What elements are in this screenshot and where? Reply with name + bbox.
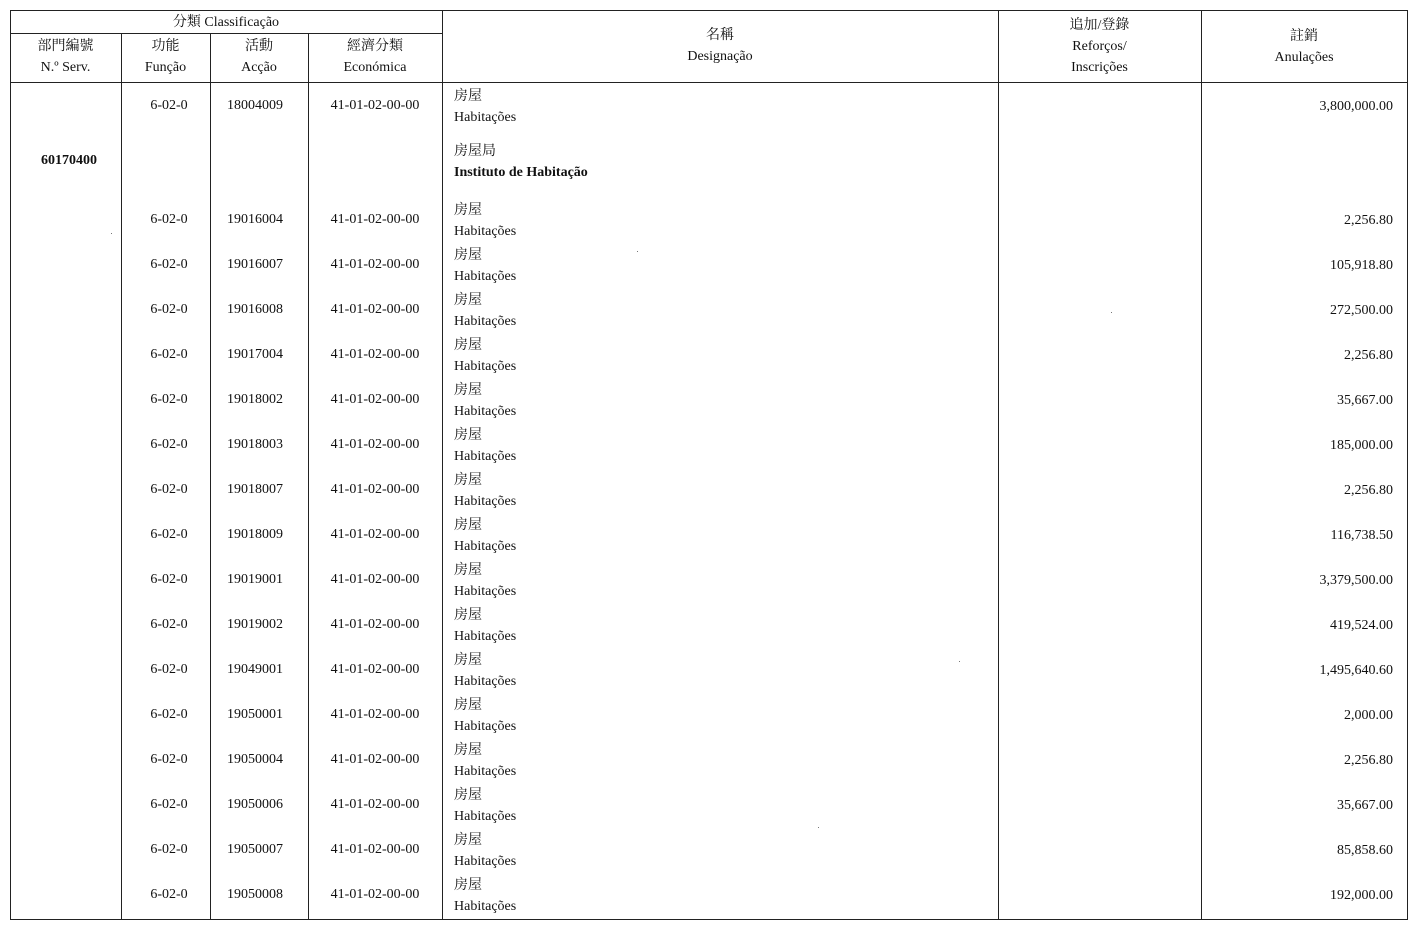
funcao-cell: 6-02-0 <box>150 302 188 317</box>
designacao-zh: 房屋 <box>454 428 482 443</box>
table-left-border <box>10 10 11 920</box>
designacao-pt: Habitações <box>454 584 517 599</box>
designacao-zh: 房屋 <box>454 89 482 104</box>
accao-cell: 19016004 <box>227 212 283 227</box>
funcao-cell: 6-02-0 <box>150 257 188 272</box>
anulacoes-cell: 2,256.80 <box>1344 753 1393 768</box>
header-anulacoes-pt: Anulações <box>1274 50 1334 65</box>
table-top-border <box>10 10 1408 11</box>
anulacoes-cell: 272,500.00 <box>1330 303 1393 318</box>
designacao-pt: Habitações <box>454 269 517 284</box>
designacao-cell <box>454 560 994 602</box>
accao-cell: 19018007 <box>227 482 283 497</box>
header-bottom-border <box>10 82 1408 83</box>
economica-cell: 41-01-02-00-00 <box>330 572 420 587</box>
designacao-pt: Habitações <box>454 224 517 239</box>
designacao-cell <box>454 650 994 692</box>
accao-cell: 19050001 <box>227 707 283 722</box>
designacao-zh: 房屋 <box>454 563 482 578</box>
economica-cell: 41-01-02-00-00 <box>330 662 420 677</box>
economica-cell: 41-01-02-00-00 <box>330 527 420 542</box>
funcao-cell: 6-02-0 <box>150 572 188 587</box>
designacao-zh: 房屋 <box>454 383 482 398</box>
funcao-cell: 6-02-0 <box>150 98 188 113</box>
designacao-pt: Habitações <box>454 314 517 329</box>
designacao-cell <box>454 200 994 242</box>
accao-cell: 18004009 <box>227 98 283 113</box>
economica-cell: 41-01-02-00-00 <box>330 437 420 452</box>
designacao-pt: Habitações <box>454 854 517 869</box>
funcao-cell: 6-02-0 <box>150 212 188 227</box>
accao-cell: 19050006 <box>227 797 283 812</box>
economica-cell: 41-01-02-00-00 <box>330 842 420 857</box>
designacao-cell <box>454 785 994 827</box>
col-divider-designacao <box>998 10 999 920</box>
designacao-pt: Habitações <box>454 674 517 689</box>
header-reforcos-zh: 追加/登錄 <box>1069 18 1130 33</box>
economica-cell: 41-01-02-00-00 <box>330 212 420 227</box>
header-dept-pt: N.º Serv. <box>40 60 91 75</box>
header-economica-pt: Económica <box>343 60 407 75</box>
header-designacao <box>442 25 998 67</box>
anulacoes-cell: 35,667.00 <box>1337 393 1393 408</box>
funcao-cell: 6-02-0 <box>150 437 188 452</box>
col-divider-reforcos <box>1201 10 1202 920</box>
designacao-pt: Habitações <box>454 539 517 554</box>
header-accao <box>210 36 308 78</box>
anulacoes-cell: 2,000.00 <box>1344 708 1393 723</box>
designacao-cell <box>454 290 994 332</box>
funcao-cell: 6-02-0 <box>150 707 188 722</box>
anulacoes-cell: 116,738.50 <box>1330 528 1393 543</box>
header-economica <box>308 36 442 78</box>
designacao-zh: 房屋 <box>454 203 482 218</box>
anulacoes-cell: 3,379,500.00 <box>1319 573 1393 588</box>
accao-cell: 19050007 <box>227 842 283 857</box>
department-name-zh: 房屋局 <box>454 144 496 159</box>
designacao-zh: 房屋 <box>454 608 482 623</box>
designacao-pt: Habitações <box>454 110 517 125</box>
accao-cell: 19016008 <box>227 302 283 317</box>
designacao-zh: 房屋 <box>454 833 482 848</box>
accao-cell: 19017004 <box>227 347 283 362</box>
col-divider-funcao <box>210 33 211 920</box>
economica-cell: 41-01-02-00-00 <box>330 347 420 362</box>
economica-cell: 41-01-02-00-00 <box>330 302 420 317</box>
department-name <box>454 141 994 183</box>
header-reforcos <box>998 15 1201 78</box>
designacao-pt: Habitações <box>454 359 517 374</box>
accao-cell: 19016007 <box>227 257 283 272</box>
designacao-pt: Habitações <box>454 809 517 824</box>
designacao-cell <box>454 515 994 557</box>
header-funcao-zh: 功能 <box>151 39 180 54</box>
anulacoes-cell: 2,256.80 <box>1344 483 1393 498</box>
anulacoes-cell: 3,800,000.00 <box>1319 99 1393 114</box>
header-funcao <box>121 36 210 78</box>
economica-cell: 41-01-02-00-00 <box>330 257 420 272</box>
economica-cell: 41-01-02-00-00 <box>330 797 420 812</box>
funcao-cell: 6-02-0 <box>150 482 188 497</box>
anulacoes-cell: 419,524.00 <box>1330 618 1393 633</box>
funcao-cell: 6-02-0 <box>150 617 188 632</box>
designacao-cell <box>454 245 994 287</box>
accao-cell: 19018002 <box>227 392 283 407</box>
accao-cell: 19049001 <box>227 662 283 677</box>
designacao-pt: Habitações <box>454 899 517 914</box>
col-divider-economica <box>442 10 443 920</box>
designacao-pt: Habitações <box>454 404 517 419</box>
economica-cell: 41-01-02-00-00 <box>330 707 420 722</box>
funcao-cell: 6-02-0 <box>150 752 188 767</box>
budget-table <box>10 10 1408 921</box>
economica-cell: 41-01-02-00-00 <box>330 98 420 113</box>
designacao-zh: 房屋 <box>454 743 482 758</box>
accao-cell: 19050004 <box>227 752 283 767</box>
designacao-zh: 房屋 <box>454 293 482 308</box>
header-reforcos-pt-2: Inscrições <box>1071 60 1128 75</box>
funcao-cell: 6-02-0 <box>150 527 188 542</box>
designacao-cell <box>454 740 994 782</box>
designacao-zh: 房屋 <box>454 338 482 353</box>
funcao-cell: 6-02-0 <box>150 347 188 362</box>
anulacoes-cell: 2,256.80 <box>1344 348 1393 363</box>
header-anulacoes <box>1201 26 1407 68</box>
designacao-zh: 房屋 <box>454 518 482 533</box>
anulacoes-cell: 185,000.00 <box>1330 438 1393 453</box>
designacao-zh: 房屋 <box>454 788 482 803</box>
designacao-pt: Habitações <box>454 494 517 509</box>
designacao-pt: Habitações <box>454 449 517 464</box>
designacao-pt: Habitações <box>454 764 517 779</box>
designacao-zh: 房屋 <box>454 878 482 893</box>
header-accao-pt: Acção <box>241 60 277 75</box>
anulacoes-cell: 85,858.60 <box>1337 843 1393 858</box>
classification-divider <box>10 33 442 34</box>
designacao-cell <box>454 86 994 128</box>
designacao-zh: 房屋 <box>454 653 482 668</box>
header-reforcos-pt: Reforços/ <box>1072 39 1127 54</box>
designacao-zh: 房屋 <box>454 473 482 488</box>
anulacoes-cell: 35,667.00 <box>1337 798 1393 813</box>
table-bottom-border <box>10 919 1408 920</box>
header-anulacoes-zh: 註銷 <box>1290 29 1318 44</box>
header-designacao-pt: Designação <box>687 49 753 64</box>
designacao-cell <box>454 605 994 647</box>
department-code: 60170400 <box>41 153 97 168</box>
header-classificacao-label: 分類 Classificação <box>172 15 280 30</box>
economica-cell: 41-01-02-00-00 <box>330 482 420 497</box>
designacao-cell <box>454 470 994 512</box>
header-classificacao <box>10 12 442 33</box>
economica-cell: 41-01-02-00-00 <box>330 887 420 902</box>
header-designacao-zh: 名稱 <box>706 28 734 43</box>
header-economica-zh: 經濟分類 <box>347 39 403 54</box>
designacao-cell <box>454 335 994 377</box>
funcao-cell: 6-02-0 <box>150 392 188 407</box>
economica-cell: 41-01-02-00-00 <box>330 752 420 767</box>
anulacoes-cell: 1,495,640.60 <box>1319 663 1393 678</box>
designacao-cell <box>454 425 994 467</box>
economica-cell: 41-01-02-00-00 <box>330 617 420 632</box>
funcao-cell: 6-02-0 <box>150 797 188 812</box>
designacao-cell <box>454 695 994 737</box>
col-divider-accao <box>308 33 309 920</box>
accao-cell: 19019001 <box>227 572 283 587</box>
funcao-cell: 6-02-0 <box>150 842 188 857</box>
accao-cell: 19050008 <box>227 887 283 902</box>
header-funcao-pt: Função <box>144 60 187 75</box>
designacao-cell <box>454 830 994 872</box>
economica-cell: 41-01-02-00-00 <box>330 392 420 407</box>
header-dept <box>10 36 121 78</box>
table-right-border <box>1407 10 1408 920</box>
designacao-pt: Habitações <box>454 629 517 644</box>
anulacoes-cell: 105,918.80 <box>1330 258 1393 273</box>
department-name-pt: Instituto de Habitação <box>454 165 588 180</box>
header-dept-zh: 部門編號 <box>37 39 94 54</box>
anulacoes-cell: 192,000.00 <box>1330 888 1393 903</box>
designacao-zh: 房屋 <box>454 698 482 713</box>
funcao-cell: 6-02-0 <box>150 887 188 902</box>
accao-cell: 19019002 <box>227 617 283 632</box>
accao-cell: 19018009 <box>227 527 283 542</box>
anulacoes-cell: 2,256.80 <box>1344 213 1393 228</box>
designacao-cell <box>454 380 994 422</box>
designacao-pt: Habitações <box>454 719 517 734</box>
accao-cell: 19018003 <box>227 437 283 452</box>
designacao-cell <box>454 875 994 917</box>
funcao-cell: 6-02-0 <box>150 662 188 677</box>
header-accao-zh: 活動 <box>245 39 273 54</box>
designacao-zh: 房屋 <box>454 248 482 263</box>
